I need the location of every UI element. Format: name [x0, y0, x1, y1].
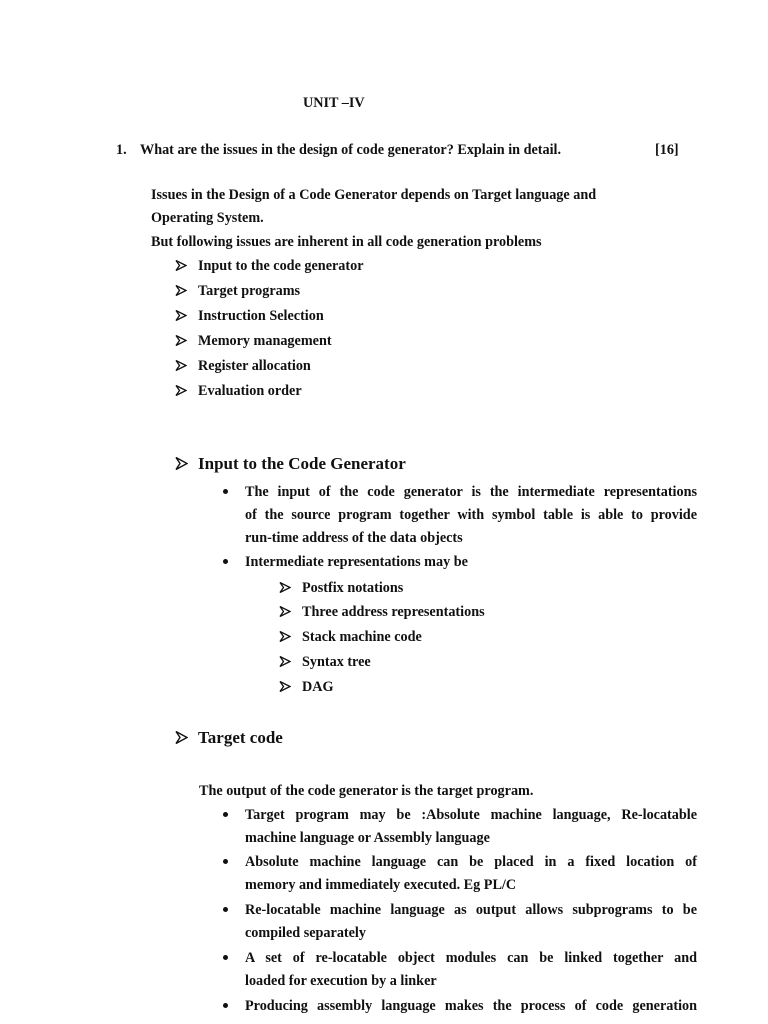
paragraph-line-text: Producing assembly language makes the process of code generation [245, 998, 697, 1014]
paragraph-line [245, 855, 697, 869]
paragraph-line-text: Re-locatable machine language as output allows subprograms to be [245, 902, 697, 918]
paragraph-line [245, 999, 697, 1013]
paragraph-line [245, 508, 697, 522]
question-text: What are the issues in the design of code generator? Explain in detail. [140, 142, 562, 158]
round-bullet-icon [223, 1003, 228, 1008]
paragraph-line-text: A set of re-locatable object modules can be linked together and [245, 950, 697, 966]
round-bullet-icon [223, 907, 228, 912]
arrowhead-bullet-icon [175, 310, 187, 321]
list-item: Three address representations [302, 604, 485, 620]
paragraph-line: compiled separately [245, 925, 366, 941]
unit-title: UNIT –IV [303, 95, 365, 111]
arrowhead-bullet-icon [175, 285, 187, 296]
section-heading-target: Target code [198, 728, 283, 747]
question-marks: [16] [655, 142, 679, 158]
arrowhead-bullet-icon [175, 260, 187, 271]
paragraph-line: machine language or Assembly language [245, 830, 490, 846]
paragraph-line: run-time address of the data objects [245, 530, 463, 546]
list-item: Input to the code generator [198, 258, 364, 274]
round-bullet-icon [223, 859, 228, 864]
paragraph-line: Intermediate representations may be [245, 554, 468, 570]
intro-line-1: Issues in the Design of a Code Generator depends on Target language and [151, 187, 597, 203]
list-item: Instruction Selection [198, 308, 324, 324]
arrowhead-bullet-icon [279, 606, 291, 617]
paragraph-line: The output of the code generator is the target program. [199, 783, 534, 799]
paragraph-line [245, 485, 697, 499]
arrowhead-bullet-icon [279, 681, 291, 692]
question-number: 1. [116, 142, 127, 158]
paragraph-line: memory and immediately executed. Eg PL/C [245, 877, 517, 893]
paragraph-line-text: Target program may be :Absolute machine language, Re-locatable [245, 807, 697, 823]
arrowhead-bullet-icon [175, 731, 188, 744]
arrowhead-bullet-icon [279, 582, 291, 593]
round-bullet-icon [223, 489, 228, 494]
section-heading-input: Input to the Code Generator [198, 454, 406, 473]
list-item: Target programs [198, 283, 301, 299]
list-item: Evaluation order [198, 383, 302, 399]
paragraph-line-text: Absolute machine language can be placed in a fixed location of [245, 854, 697, 870]
list-item: Register allocation [198, 358, 311, 374]
paragraph-line [245, 808, 697, 822]
paragraph-line [245, 903, 697, 917]
paragraph-line-text: The input of the code generator is the intermediate representations [245, 484, 697, 500]
arrowhead-bullet-icon [279, 631, 291, 642]
list-item: Stack machine code [302, 629, 422, 645]
list-item: Syntax tree [302, 654, 371, 670]
paragraph-line-text: of the source program together with symbol table is able to provide [245, 507, 697, 523]
list-item: Memory management [198, 333, 332, 349]
round-bullet-icon [223, 559, 228, 564]
round-bullet-icon [223, 812, 228, 817]
intro-line-2: Operating System. [151, 210, 264, 226]
arrowhead-bullet-icon [175, 457, 188, 470]
round-bullet-icon [223, 955, 228, 960]
arrowhead-bullet-icon [279, 656, 291, 667]
arrowhead-bullet-icon [175, 335, 187, 346]
intro-line-3: But following issues are inherent in all code generation problems [151, 234, 542, 250]
list-item: DAG [302, 679, 334, 695]
arrowhead-bullet-icon [175, 360, 187, 371]
arrowhead-bullet-icon [175, 385, 187, 396]
paragraph-line [245, 951, 697, 965]
list-item: Postfix notations [302, 580, 404, 596]
paragraph-line: loaded for execution by a linker [245, 973, 437, 989]
